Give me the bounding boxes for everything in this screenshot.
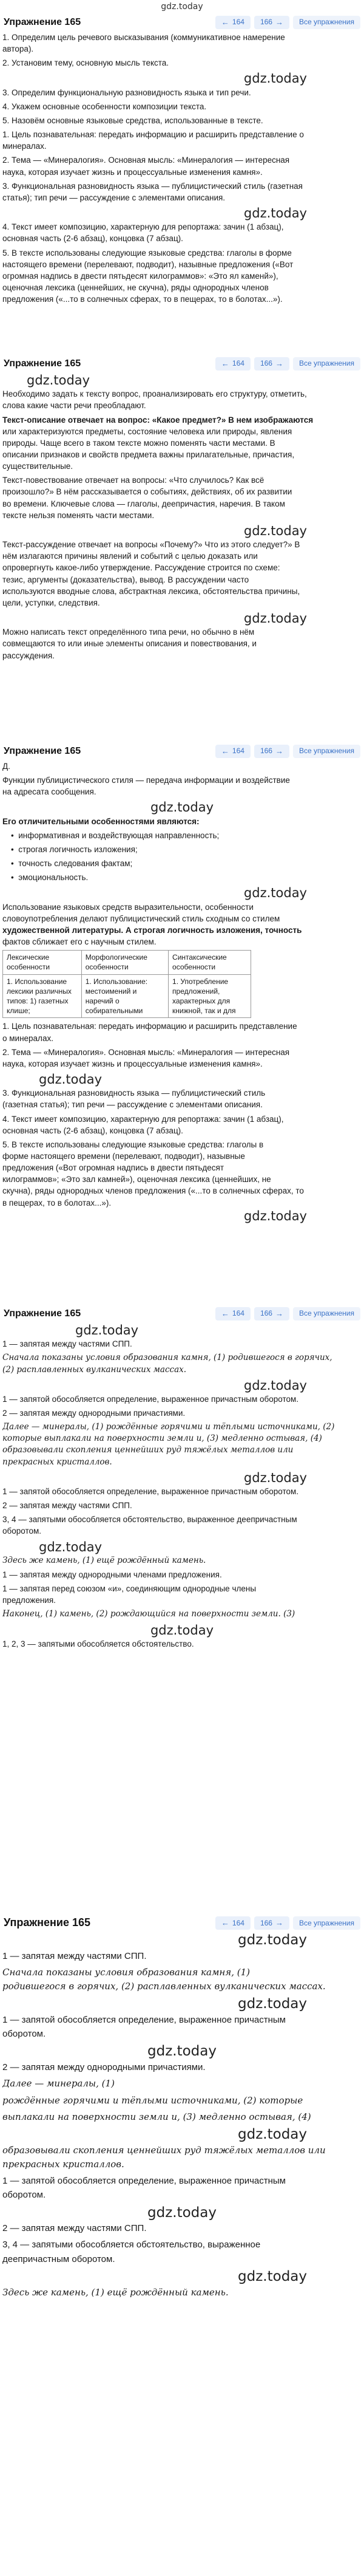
text-line: 2. Тема — «Минералогия». Основная мысль: «Минералогия — интересная [2, 155, 290, 165]
text-line: автора). [2, 44, 34, 54]
exercise-header [2, 1305, 362, 1323]
arrow-left-icon: ← [221, 358, 229, 368]
watermark: gdz.today [238, 1932, 307, 1948]
exercise-header [2, 1914, 362, 1932]
watermark: gdz.today [238, 2127, 307, 2143]
table-header-cell: Лексические особенности [3, 951, 82, 974]
text-line: (газетная статья); тип речи — рассуждение с элементами описания. [2, 1100, 263, 1110]
arrow-right-icon: → [275, 746, 283, 756]
text-line: тезис, аргументы (доказательства), вывод. В рассуждении часто [2, 575, 249, 584]
watermark: gdz.today [243, 1470, 307, 1485]
text-line: которые выплакали на поверхности земли и, (3) медленно остывая, (4) [2, 1433, 322, 1444]
text-line: 4. Текст имеет композицию, характерную для репортажа: зачин (1 абзац), [2, 1114, 284, 1124]
exercise-card-2 [0, 355, 364, 742]
text-line: 2. Тема — «Минералогия». Основная мысль: «Минералогия — интересная [2, 1047, 290, 1057]
text-line: скучна), ряды однородных членов предложения («...то в солнечных сферах, то [2, 1186, 304, 1196]
text-line: нём излагаются причины явлений и событий с целью доказать или [2, 552, 258, 561]
exercise-card-5 [0, 1914, 364, 2576]
text-line: основная часть (2-6 абзац), концовка (7 абзац). [2, 1126, 183, 1135]
list-item: • точность следования фактам; [11, 859, 133, 869]
text-line: Текст-описание отвечает на вопрос: «Какое предмет?» В нем изображаются [2, 415, 314, 425]
text-line: 3, 4 — запятыми обособляется обстоятельство, выраженное деепричастным [2, 1515, 297, 1525]
text-line: 2 — запятая между однородными причастиями. [2, 2062, 206, 2073]
exercise-card-4 [0, 1305, 364, 1914]
watermark: gdz.today [39, 1072, 103, 1087]
text-line: Можно написать текст определённого типа речи, но обычно в нём [2, 627, 255, 637]
text-line: опровергнуть какое-либо утверждение. Рассуждение строится по схеме: [2, 563, 280, 573]
text-line: используются вводные слова, абстрактная лексика, обстоятельства причины, [2, 586, 300, 596]
text-line: деепричастным оборотом. [2, 2253, 115, 2264]
text-line: во времени. Ключевые слова — глаголы, деепричастия, наречия. В таком [2, 499, 285, 508]
site-logo[interactable]: gdz.today [161, 2, 203, 12]
watermark: gdz.today [243, 1378, 307, 1393]
text-line: 1 — запятой обособляется определение, выраженное причастным [2, 2014, 286, 2025]
exercise-title: Упражнение 165 [4, 16, 81, 27]
all-exercises-button[interactable]: Все упражнения [293, 16, 360, 29]
text-line: Далее — минералы, (1) [2, 2078, 115, 2089]
text-line: 1 — запятая между частями СПП. [2, 1950, 147, 1961]
text-line: оборотом. [2, 2190, 46, 2201]
exercise-card-3 [0, 742, 364, 1305]
text-line: слова какие части речи преобладают. [2, 401, 146, 411]
text-line: настоящего времени (перелевают, подводит), назывные предложения («Вот [2, 259, 294, 269]
prev-exercise-button[interactable]: ← 164 [215, 1916, 251, 1930]
text-line: предложения («Вот огромная надпись в двести пятьдесят [2, 1163, 224, 1173]
exercise-title: Упражнение 165 [4, 1308, 81, 1319]
text-line: существительные. [2, 462, 73, 471]
watermark: gdz.today [243, 523, 307, 538]
text-line: цели, уступки, следствия. [2, 598, 100, 607]
text-line: родившегося в горячих, (2) расплавленных вулканических массах. [2, 1981, 326, 1992]
text-line: минералах. [2, 142, 47, 151]
text-line: килограммов»; «Это зал камней»), оценочная лексика (ценнейших, не [2, 1175, 271, 1184]
prev-exercise-button[interactable]: ← 164 [215, 357, 251, 371]
arrow-right-icon: → [275, 17, 283, 27]
watermark: gdz.today [238, 1996, 307, 2012]
text-line: Функции публицистического стиля — передача информации и воздействие [2, 776, 290, 785]
watermark: gdz.today [39, 1539, 103, 1554]
text-line: природы. Чаще всего в таком тексте можно поменять части местами. В [2, 438, 275, 448]
exercise-card-1 [0, 13, 364, 355]
text-line: Здесь же камень, (1) ещё рождённый камень. [2, 2286, 229, 2298]
watermark: gdz.today [243, 611, 307, 626]
text-line: статья); тип речи — рассуждение с элементами описания. [2, 193, 226, 202]
next-exercise-button[interactable]: 166 → [254, 16, 289, 29]
text-line: 3. Функциональная разновидность языка — публицистический стиль (газетная [2, 181, 303, 191]
text-line: 2 — запятая между однородными причастиями. [2, 1409, 186, 1418]
text-line: на адресата сообщения. [2, 787, 96, 797]
text-line: предложения («...то в солнечных сферах, то в пещерах, то в болотах...»). [2, 295, 283, 304]
exercise-header [2, 742, 362, 760]
all-exercises-button[interactable]: Все упражнения [293, 1916, 360, 1930]
text-line: Наконец, (1) камень, (2) рождающийся на поверхности земли. (3) [2, 1609, 295, 1619]
text-line: 5. В тексте использованы следующие языковые средства: глаголы в форме [2, 248, 292, 258]
text-line: Использование языковых средств выразительности, особенности [2, 902, 254, 912]
text-line: о минералах. [2, 1033, 53, 1043]
text-line: форме настоящего времени (перелевают, подводит), назывные [2, 1151, 245, 1161]
exercise-nav [215, 745, 360, 758]
text-line: или характеризуются предметы, состояние человека или природы, явления [2, 426, 292, 436]
text-line: 5. В тексте использованы следующие языковые средства: глаголы в [2, 1139, 264, 1149]
text-line: рождённые горячими и тёплыми источниками, (2) которые [2, 2094, 303, 2106]
text-line: Далее — минералы, (1) рождённые горячими и тёплыми источниками, (2) [2, 1422, 335, 1432]
text-line: в пещерах, то в болотах...»). [2, 1198, 112, 1208]
exercise-nav [215, 16, 360, 29]
exercise-title: Упражнение 165 [4, 358, 81, 369]
text-line: художественной литературы. А строгая логичность изложения, точность [2, 925, 302, 935]
text-line: 1. Цель познавательная: передать информацию и расширить представление [2, 1022, 297, 1031]
text-line: произошло?» В нём рассказывается о событиях, действиях, об их развитии [2, 487, 292, 497]
text-line: рассуждения. [2, 651, 55, 660]
arrow-right-icon: → [275, 358, 283, 368]
exercise-title: Упражнение 165 [4, 745, 81, 756]
table-cell: 1. Употребление предложений, характерных для книжной, так и для [169, 974, 251, 1018]
text-line: (2) расплавленных вулканических массах. [2, 1364, 187, 1375]
list-item: • строгая логичность изложения; [11, 844, 138, 854]
watermark: gdz.today [147, 2204, 217, 2221]
text-line: оценочная лексика (ценнейших, не скучна), ряды однородных членов [2, 283, 269, 293]
text-line: Здесь же камень, (1) ещё рождённый камень. [2, 1555, 206, 1565]
watermark: gdz.today [75, 1323, 139, 1338]
next-exercise-button[interactable]: 166 → [254, 745, 289, 758]
text-line: 1. Цель познавательная: передать информацию и расширить представление о [2, 130, 304, 140]
text-line: 3. Функциональная разновидность языка — публицистический стиль [2, 1088, 266, 1098]
text-line: тексте нельзя поменять части местами. [2, 510, 155, 520]
text-line: оборотом. [2, 2029, 46, 2040]
text-line: 1, 2, 3 — запятыми обособляется обстоятельство. [2, 1639, 194, 1648]
text-line: 3. Определим функциональную разновидность языка и тип речи. [2, 87, 251, 97]
exercise-header [2, 13, 362, 32]
list-item: • информативная и воздействующая направленность; [11, 830, 220, 840]
text-line: 1 — запятая между однородными членами предложения. [2, 1570, 222, 1579]
text-line: Текст-рассуждение отвечает на вопросы «Почему?» Что из этого следует?» В [2, 540, 300, 550]
text-line: 1 — запятая между частями СПП. [2, 1339, 132, 1349]
text-line: Д. [2, 762, 10, 771]
arrow-right-icon: → [275, 1308, 283, 1318]
arrow-left-icon: ← [221, 746, 229, 756]
watermark: gdz.today [150, 1622, 214, 1638]
text-line: Сначала показаны условия образования камня, (1) [2, 1966, 250, 1978]
text-line: 1 — запятой обособляется определение, выраженное причастным оборотом. [2, 1486, 299, 1496]
prev-exercise-button[interactable]: ← 164 [215, 16, 251, 29]
text-line: оборотом. [2, 1526, 42, 1536]
next-exercise-button[interactable]: 166 → [254, 1916, 289, 1930]
watermark: gdz.today [147, 2043, 217, 2060]
exercise-nav [215, 1916, 360, 1930]
text-line: 2 — запятая между частями СПП. [2, 2223, 147, 2234]
watermark: gdz.today [243, 71, 307, 86]
table-cell: 1. Использование лексики различных типов: 1) газетных клише; [3, 974, 82, 1018]
text-line: образовывали скопления ценнейших руд тяжёлых металлов или [2, 2144, 326, 2156]
table-header-cell: Морфологические особенности [81, 951, 168, 974]
all-exercises-button[interactable]: Все упражнения [293, 357, 360, 371]
text-line: огромная надпись в двести пятьдесят килограммов»: «Это ял каменй»), [2, 271, 278, 281]
text-line: образовывали скопления ценнейших руд тяжёлых металлов или [2, 1445, 294, 1455]
text-line: наука, которая изучает жизнь и процессуальные изменения камня». [2, 167, 263, 177]
arrow-left-icon: ← [221, 1918, 229, 1927]
watermark: gdz.today [243, 1208, 307, 1223]
text-line: совмещаются то или иные элементы описания и повествования, и [2, 639, 257, 649]
text-line: 1 — запятая перед союзом «и», соединяющим однородные члены [2, 1584, 257, 1594]
text-line: предложения. [2, 1596, 56, 1605]
text-line: выплакали на поверхности земли и, (3) медленно остывая, (4) [2, 2111, 311, 2122]
text-line: описании признаков и свойств предмета важны прилагательные, причастия, [2, 449, 295, 459]
arrow-left-icon: ← [221, 17, 229, 27]
text-line: Текст-повествование отвечает на вопросы: «Что случилось? Как всё [2, 476, 265, 485]
watermark: gdz.today [27, 373, 90, 388]
exercise-nav [215, 357, 360, 371]
text-line: 1 — запятой обособляется определение, выраженное причастным оборотом. [2, 1394, 299, 1404]
table-cell: 1. Использование: местоимений и наречий о собирательными [81, 974, 168, 1018]
watermark: gdz.today [243, 886, 307, 901]
text-line: Его отличительными особенностями являются: [2, 816, 200, 826]
text-line: 2. Установим тему, основную мысль текста. [2, 58, 169, 68]
text-line: Необходимо задать к тексту вопрос, проанализировать его структуру, отметить, [2, 389, 307, 399]
text-line: прекрасных кристаллов. [2, 1457, 112, 1467]
next-exercise-button[interactable]: 166 → [254, 1307, 289, 1320]
prev-exercise-button[interactable]: ← 164 [215, 745, 251, 758]
watermark: gdz.today [150, 800, 214, 815]
arrow-left-icon: ← [221, 1308, 229, 1318]
text-line: 1 — запятой обособляется определение, выраженное причастным [2, 2176, 286, 2187]
arrow-right-icon: → [275, 1918, 283, 1927]
all-exercises-button[interactable]: Все упражнения [293, 745, 360, 758]
exercise-header [2, 355, 362, 373]
text-line: 1. Определим цель речевого высказывания (коммуникативное намерение [2, 33, 285, 42]
text-line: 3, 4 — запятыми обособляется обстоятельство, выраженное [2, 2239, 261, 2250]
prev-exercise-button[interactable]: ← 164 [215, 1307, 251, 1320]
exercise-title: Упражнение 165 [4, 1916, 91, 1929]
text-line: 4. Текст имеет композицию, характерную для репортажа: зачин (1 абзац), [2, 222, 284, 232]
text-line: словоупотребления делают публицистический стиль сходным со стилем [2, 914, 280, 923]
text-line: 2 — запятая между частями СПП. [2, 1501, 132, 1511]
watermark: gdz.today [238, 2268, 307, 2284]
all-exercises-button[interactable]: Все упражнения [293, 1307, 360, 1320]
style-features-table [2, 950, 251, 1018]
watermark: gdz.today [243, 206, 307, 221]
text-line: Сначала показаны условия образования камня, (1) родившегося в горячих, [2, 1353, 332, 1363]
exercise-nav [215, 1307, 360, 1320]
text-line: фактов сближает его с научным стилем. [2, 937, 157, 947]
list-item: • эмоциональность. [11, 873, 89, 883]
table-header-cell: Синтаксические особенности [169, 951, 251, 974]
text-line: прекрасных кристаллов. [2, 2158, 124, 2170]
text-line: основная часть (2-6 абзац), концовка (7 абзац). [2, 234, 183, 244]
text-line: 4. Укажем основные особенности композиции текста. [2, 101, 207, 111]
text-line: 5. Назовём основные языковые средства, использованные в тексте. [2, 115, 263, 125]
text-line: наука, которая изучает жизнь и процессуальные изменения камня». [2, 1059, 263, 1068]
next-exercise-button[interactable]: 166 → [254, 357, 289, 371]
